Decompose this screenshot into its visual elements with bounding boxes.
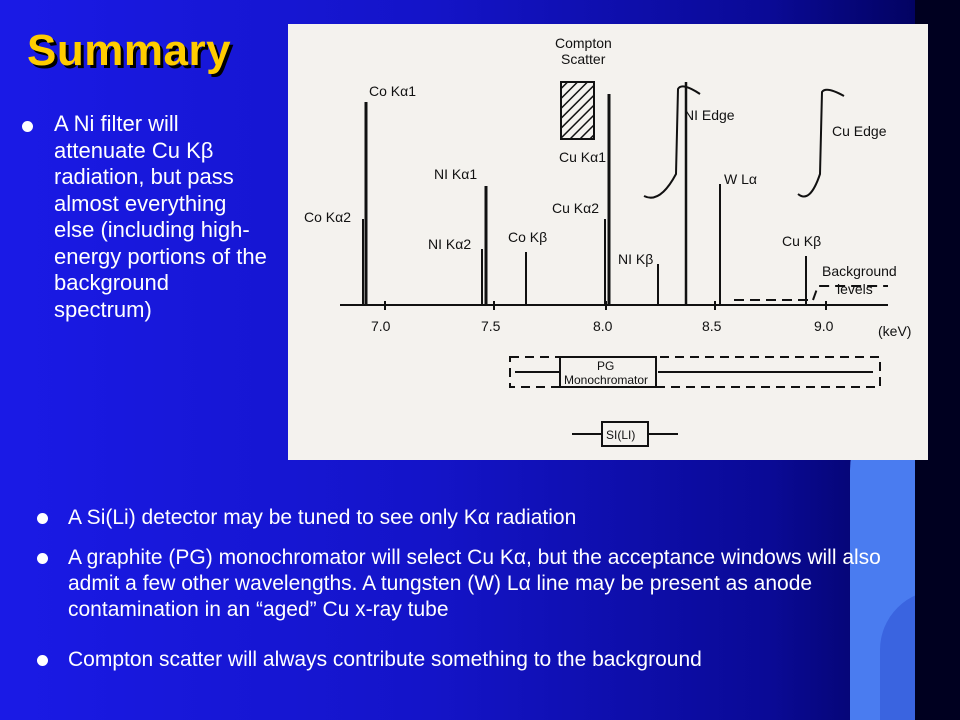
bullet-text-3: Compton scatter will always contribute something to the background xyxy=(68,648,702,671)
cu-edge-label: Cu Edge xyxy=(832,123,887,139)
compton-label-1: Compton xyxy=(555,35,612,51)
tick-label-7.0: 7.0 xyxy=(371,318,391,334)
label-co-ka2: Co Kα2 xyxy=(304,209,352,225)
ni-edge-label: NI Edge xyxy=(684,107,735,123)
label-ni-kb: NI Kβ xyxy=(618,251,654,267)
tick-label-8.0: 8.0 xyxy=(593,318,613,334)
bullet-icon xyxy=(37,513,48,524)
slide-title: Summary xyxy=(27,26,232,75)
unit-label: (keV) xyxy=(878,323,912,339)
spectrum-figure xyxy=(288,24,928,460)
background-label-2: levels xyxy=(837,281,873,297)
spectrum-diagram xyxy=(288,24,928,460)
left-bullet-text: A Ni filter will attenuate Cu Kβ radiation, but pass almost everything else (including high-energy portions of the background spectrum) xyxy=(54,111,267,322)
label-cu-ka2: Cu Kα2 xyxy=(552,200,600,216)
label-co-kb: Co Kβ xyxy=(508,229,548,245)
label-ni-ka2: NI Kα2 xyxy=(428,236,472,252)
tick-label-8.5: 8.5 xyxy=(702,318,722,334)
tick-label-7.5: 7.5 xyxy=(481,318,501,334)
tick-label-9.0: 9.0 xyxy=(814,318,834,334)
compton-label-2: Scatter xyxy=(561,51,606,67)
bullet-icon xyxy=(37,553,48,564)
label-w-la: W Lα xyxy=(724,171,757,187)
compton-scatter-block xyxy=(561,82,594,139)
sili-label: SI(LI) xyxy=(606,428,636,442)
bullet-text-1: A Si(Li) detector may be tuned to see only Kα radiation xyxy=(68,506,577,529)
cu-edge-curve xyxy=(798,90,844,197)
label-ni-ka1: NI Kα1 xyxy=(434,166,478,182)
bullet-text-2: A graphite (PG) monochromator will select Cu Kα, but the acceptance windows will also admit a few other wavelengths. A tungsten (W) Lα line may be present as anode contamination in an “aged” Cu x-ray tube xyxy=(68,546,881,621)
ni-edge-curve xyxy=(644,86,700,197)
label-co-ka1: Co Kα1 xyxy=(369,83,417,99)
bullet-icon xyxy=(37,655,48,666)
background-label-1: Background xyxy=(822,263,897,279)
bullet-icon xyxy=(22,121,33,132)
pg-label-2: Monochromator xyxy=(564,373,649,387)
label-cu-ka1: Cu Kα1 xyxy=(559,149,607,165)
pg-label-1: PG xyxy=(597,359,615,373)
label-cu-kb: Cu Kβ xyxy=(782,233,822,249)
